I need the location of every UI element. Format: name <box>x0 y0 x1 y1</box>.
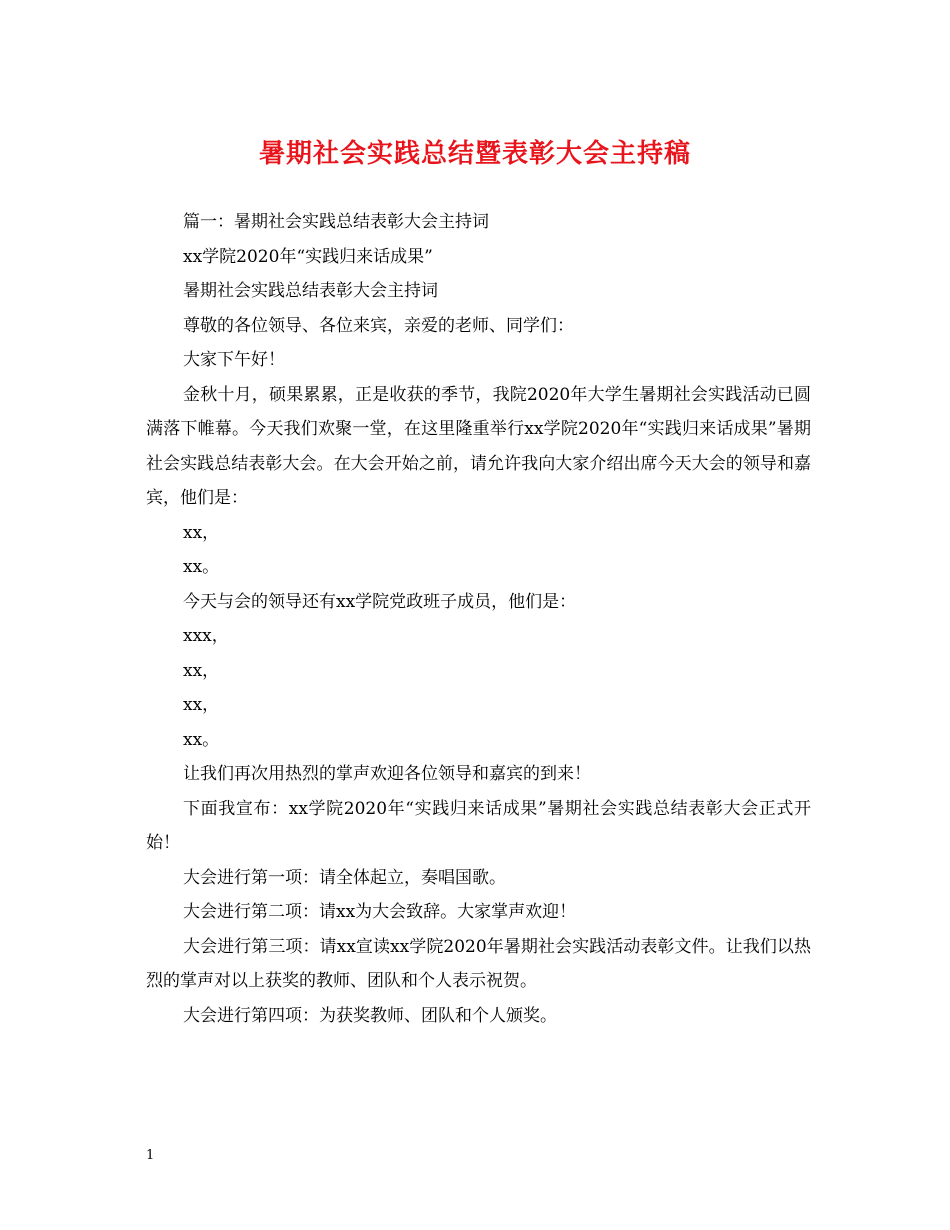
paragraph: xx， <box>183 695 220 715</box>
paragraph: 大会进行第三项：请xx宣读xx学院2020年暑期社会实践活动表彰文件。让我们以热烈的掌声对以上获奖的教师、团队和个人表示祝贺。 <box>146 936 811 991</box>
paragraph: 篇一：暑期社会实践总结表彰大会主持词 <box>183 212 489 232</box>
document-title: 暑期社会实践总结暨表彰大会主持稿 <box>258 139 691 169</box>
paragraph: xx。 <box>183 557 220 577</box>
paragraph: 金秋十月，硕果累累，正是收获的季节，我院2020年大学生暑期社会实践活动已圆满落下帷幕。今天我们欢聚一堂，在这里隆重举行xx学院2020年“实践归来话成果”暑期社会实践总结表彰大会。在大会开始之前，请允许我向大家介绍出席今天大会的领导和嘉宾，他们是： <box>146 384 811 508</box>
paragraph: 大会进行第一项：请全体起立，奏唱国歌。 <box>183 867 506 888</box>
paragraph: xx学院2020年“实践归来话成果” <box>183 246 433 267</box>
paragraph: 尊敬的各位领导、各位来宾，亲爱的老师、同学们： <box>183 315 574 336</box>
paragraph: xx， <box>183 660 220 681</box>
paragraph: xx， <box>183 522 220 543</box>
document-body <box>146 205 811 1033</box>
paragraph: 大家下午好！ <box>183 350 285 370</box>
paragraph: 让我们再次用热烈的掌声欢迎各位领导和嘉宾的到来！ <box>183 764 591 784</box>
paragraph: 大会进行第四项：为获奖教师、团队和个人颁奖。 <box>183 1005 557 1026</box>
paragraph: xxx， <box>183 626 229 646</box>
paragraph: 下面我宣布：xx学院2020年“实践归来话成果”暑期社会实践总结表彰大会正式开始！ <box>146 798 811 853</box>
paragraph: 今天与会的领导还有xx学院党政班子成员，他们是： <box>183 591 577 612</box>
page-number: 1 <box>146 1148 155 1163</box>
paragraph: 暑期社会实践总结表彰大会主持词 <box>183 281 438 301</box>
paragraph: xx。 <box>183 729 220 750</box>
paragraph: 大会进行第二项：请xx为大会致辞。大家掌声欢迎！ <box>183 902 577 922</box>
